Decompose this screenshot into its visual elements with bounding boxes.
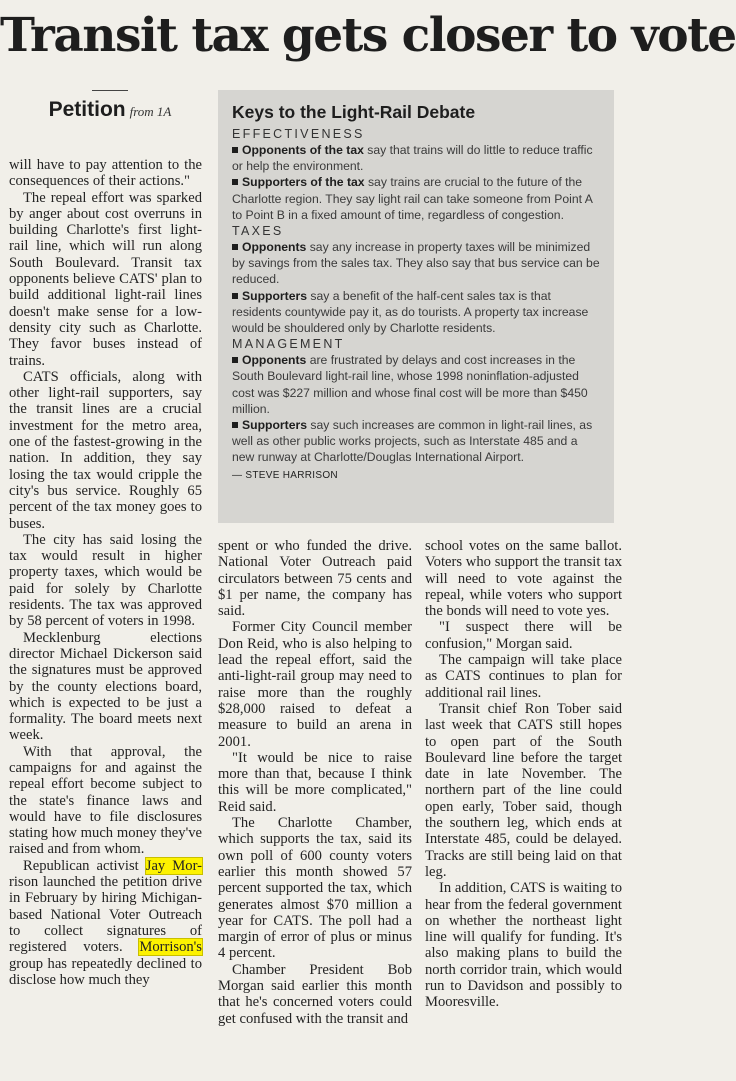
square-bullet-icon — [232, 244, 238, 250]
item-text: say any increase in property taxes will be minimized by savings from the sales tax. They also say that bus service can be reduced. — [232, 240, 600, 287]
headline: Transit tax gets closer to vote — [0, 8, 736, 63]
section-heading: TAXES — [232, 224, 284, 239]
highlight-name: Morrison's — [139, 939, 202, 956]
paragraph: Former City Council member Don Reid, who is also helping to lead the repeal effort, said the anti-light-rail group may need to raise more than the roughly $28,000 raised to defeat a measure to build an arena in 2001. — [218, 619, 412, 750]
article-column-1 — [9, 157, 202, 988]
paragraph — [9, 858, 202, 988]
paragraph: will have to pay attention to the consequences of their actions." — [9, 157, 202, 190]
paragraph: Chamber President Bob Morgan said earlier this month that he's concerned voters could get confused with the transit and — [218, 961, 412, 1027]
section-heading: EFFECTIVENESS — [232, 127, 365, 141]
section-heading: MANAGEMENT — [232, 337, 345, 352]
item-lead: Opponents — [242, 353, 307, 368]
text-run: rison launched the petition drive in February by hiring Michigan-based National Voter Outreach to collect signatures of registered voters. — [9, 874, 202, 956]
text-run: group has repeatedly declined to disclose how much they — [9, 955, 202, 988]
item-lead: Supporters of the tax — [242, 175, 365, 190]
item-text: are frustrated by delays and cost increases in the South Boulevard light-rail line, whose 1998 noninflation-adjusted cost was $227 million and whose final cost will be more than $450 million. — [232, 353, 588, 416]
paragraph: In addition, CATS is waiting to hear from the federal government on whether the northeast light line will qualify for funding. It's also making plans to build the north corridor train, which would run to Davidson and possibly to Mooresville. — [425, 880, 622, 1011]
sidebar-item — [232, 239, 602, 288]
sidebar-item — [232, 288, 602, 337]
square-bullet-icon — [232, 293, 238, 299]
item-text: say trains are crucial to the future of the Charlotte region. They say light rail can take someone from Point A to Point B in a fixed amount of time, regardless of congestion. — [232, 175, 593, 222]
paragraph: Mecklenburg elections director Michael Dickerson said the signatures must be approved by the county elections board, which is expected to be just a formality. The board meets next week. — [9, 629, 202, 744]
highlight-name: Jay Mor- — [145, 857, 202, 874]
paragraph: Transit chief Ron Tober said last week that CATS still hopes to open part of the South Boulevard line before the target date in late November. The northern part of the line could open early, Tober said, though the southern leg, which ends at Interstate 485, could be delayed. Tracks are still being laid on that leg. — [425, 700, 622, 880]
sidebar-item — [232, 352, 602, 417]
square-bullet-icon — [232, 357, 238, 363]
item-text: say such increases are common in light-rail lines, as well as other public works projects, such as Interstate 485 and a new runway at Charlotte/Douglas International Airport. — [232, 418, 593, 465]
paragraph: school votes on the same ballot. Voters who support the transit tax will need to vote against the repeal, while voters who support the bonds will need to vote yes. — [425, 538, 622, 620]
paragraph: The repeal effort was sparked by anger about cost overruns in building Charlotte's first light-rail line, which will run along South Boulevard. Transit tax opponents believe CATS' plan to build additional light-rail lines doesn't make sense for a low-density city such as Charlotte. They favor buses instead of trains. — [9, 189, 202, 369]
article-column-2 — [218, 538, 412, 1027]
item-lead: Supporters — [242, 418, 308, 433]
sidebar-title: Keys to the Light-Rail Debate — [232, 102, 476, 122]
square-bullet-icon — [232, 147, 238, 153]
sidebar-box — [218, 90, 614, 523]
paragraph: "I suspect there will be confusion," Morgan said. — [425, 619, 622, 652]
sidebar-item — [232, 174, 602, 223]
paragraph: CATS officials, along with other light-rail supporters, say the transit lines are a crucial investment for the metro area, one of the fastest-growing in the nation. In addition, they say losing the tax would cripple the city's bus service. Roughly 65 percent of the tax money goes to buses. — [9, 368, 202, 532]
text-run: Republican activist — [23, 857, 146, 874]
item-text: say that trains will do little to reduce traffic or help the environment. — [232, 143, 593, 174]
sidebar-item — [232, 417, 602, 466]
jump-line — [10, 98, 210, 122]
item-lead: Supporters — [242, 288, 308, 303]
article-column-3 — [425, 538, 622, 1011]
paragraph: The campaign will take place as CATS continues to plan for additional rail lines. — [425, 652, 622, 701]
paragraph: spent or who funded the drive. National Voter Outreach paid circulators between 75 cents and $1 per name, the company has said. — [218, 538, 412, 620]
square-bullet-icon — [232, 422, 238, 428]
item-text: say a benefit of the half-cent sales tax is that residents countywide pay it, as do tourists. A property tax increase would be shouldered only by Charlotte residents. — [232, 288, 589, 336]
paragraph: The city has said losing the tax would result in higher property taxes, which would be paid for solely by Charlotte residents. The tax was approved by 58 percent of voters in 1998. — [9, 531, 202, 630]
paragraph: "It would be nice to raise more than that, because I think this will be more complicated," Reid said. — [218, 749, 412, 815]
sidebar-credit: — STEVE HARRISON — [232, 469, 338, 481]
jump-word: Petition — [48, 98, 126, 121]
jump-rule — [92, 90, 128, 91]
paragraph: With that approval, the campaigns for and against the repeal effort become subject to the state's finance laws and would have to file disclosures stating how much money they've raised and from whom. — [9, 743, 202, 858]
sidebar-item — [232, 142, 602, 174]
paragraph: The Charlotte Chamber, which supports the tax, said its own poll of 600 county voters earlier this month showed 57 percent supported the tax, which generates almost $70 million a year for CATS. The poll had a margin of error of plus or minus 4 percent. — [218, 815, 412, 962]
jump-from: from 1A — [129, 104, 172, 119]
item-lead: Opponents — [242, 240, 307, 255]
item-lead: Opponents of the tax — [242, 143, 364, 157]
square-bullet-icon — [232, 179, 238, 185]
